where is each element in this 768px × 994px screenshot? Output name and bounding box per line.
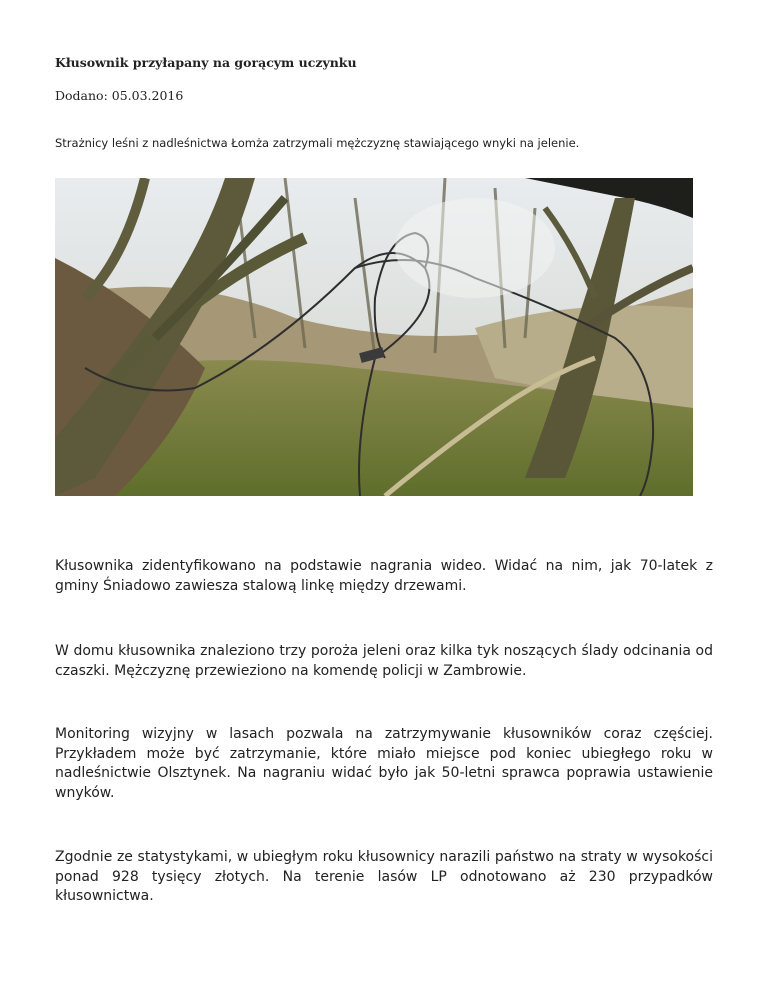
paragraph-4: Zgodnie ze statystykami, w ubiegłym roku kłusownicy narazili państwo na straty w wysokości ponad 928 tysięcy złotych. Na terenie lasów LP odnotowano aż 230 przypadków kłusownictwa.: [55, 849, 713, 904]
paragraph-2: W domu kłusownika znaleziono trzy poroża jeleni oraz kilka tyk noszących ślady odcinania od czaszki. Mężczyznę przewieziono na komendę policji w Zambrowie.: [55, 643, 713, 679]
article-lead: Strażnicy leśni z nadleśnictwa Łomża zatrzymali mężczyznę stawiającego wnyki na jelenie.: [55, 136, 580, 150]
paragraph-3: Monitoring wizyjny w lasach pozwala na zatrzymywanie kłusowników coraz częściej. Przykładem może być zatrzymanie, które miało miejsce pod koniec ubiegłego roku w nadleśnictwie Olsztynek. Na nagraniu widać było jak 50-letni sprawca poprawia ustawienie wnyków.: [55, 726, 713, 801]
paragraph-1: Kłusownika zidentyfikowano na podstawie nagrania wideo. Widać na nim, jak 70-latek z gminy Śniadowo zawiesza stalową linkę między drzewami.: [55, 558, 713, 594]
article-date: Dodano: 05.03.2016: [55, 88, 184, 103]
article-title: Kłusownik przyłapany na gorącym uczynku: [55, 55, 357, 70]
article-photo: [55, 178, 693, 496]
